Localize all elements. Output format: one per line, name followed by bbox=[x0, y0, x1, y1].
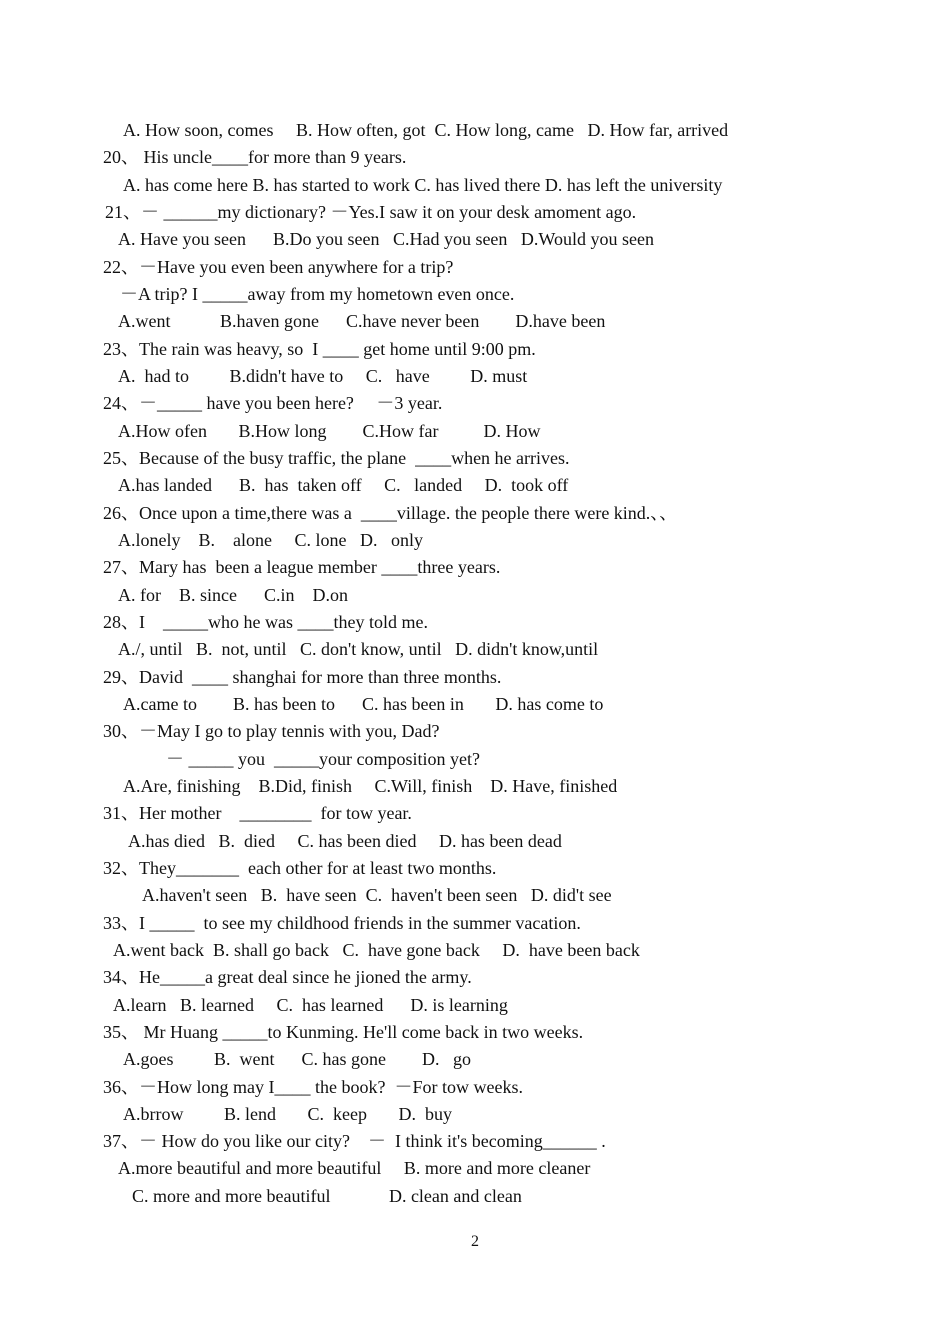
q29-question: 29、David ____ shanghai for more than three months. bbox=[103, 667, 502, 687]
q34-question: 34、He_____a great deal since he jioned the army. bbox=[103, 967, 472, 987]
q24-question: 24、－_____ have you been here? －3 year. bbox=[103, 393, 443, 413]
q34-options: A.learn B. learned C. has learned D. is learning bbox=[113, 995, 508, 1015]
q33-options: A.went back B. shall go back C. have gone back D. have been back bbox=[113, 940, 640, 960]
page-number: 2 bbox=[471, 1233, 479, 1250]
q20-question: 20、 His uncle____for more than 9 years. bbox=[103, 147, 407, 167]
q37-options-row2: C. more and more beautiful D. clean and clean bbox=[132, 1186, 522, 1206]
q35-options: A.goes B. went C. has gone D. go bbox=[123, 1049, 471, 1069]
q30-question-cont: － _____ you _____your composition yet? bbox=[166, 749, 480, 769]
q32-options: A.haven't seen B. have seen C. haven't been seen D. did't see bbox=[142, 885, 612, 905]
q29-options: A.came to B. has been to C. has been in D. has come to bbox=[123, 694, 604, 714]
q26-options: A.lonely B. alone C. lone D. only bbox=[118, 530, 423, 550]
q28-options: A./, until B. not, until C. don't know, until D. didn't know,until bbox=[118, 639, 599, 659]
q21-options: A. Have you seen B.Do you seen C.Had you seen D.Would you seen bbox=[118, 229, 654, 249]
q23-options: A. had to B.didn't have to C. have D. must bbox=[118, 366, 528, 386]
q30-options: A.Are, finishing B.Did, finish C.Will, finish D. Have, finished bbox=[123, 776, 618, 796]
q37-question: 37、－ How do you like our city? － I think it's becoming______ . bbox=[103, 1131, 606, 1151]
q32-question: 32、They_______ each other for at least two months. bbox=[103, 858, 497, 878]
q31-options: A.has died B. died C. has been died D. has been dead bbox=[128, 831, 562, 851]
q36-question: 36、－How long may I____ the book? －For tow weeks. bbox=[103, 1077, 523, 1097]
q26-question: 26、Once upon a time,there was a ____village. the people there were kind.、、 bbox=[103, 503, 678, 523]
q20-options: A. has come here B. has started to work C. has lived there D. has left the university bbox=[123, 175, 723, 195]
q21-question: 21、－ ______my dictionary? －Yes.I saw it on your desk amoment ago. bbox=[105, 202, 637, 222]
q22-options: A.went B.haven gone C.have never been D.have been bbox=[118, 311, 606, 331]
q36-options: A.brrow B. lend C. keep D. buy bbox=[123, 1104, 452, 1124]
q33-question: 33、I _____ to see my childhood friends in the summer vacation. bbox=[103, 913, 581, 933]
q27-options: A. for B. since C.in D.on bbox=[118, 585, 348, 605]
q27-question: 27、Mary has been a league member ____three years. bbox=[103, 557, 501, 577]
q23-question: 23、The rain was heavy, so I ____ get home until 9:00 pm. bbox=[103, 339, 536, 359]
q30-question: 30、－May I go to play tennis with you, Dad? bbox=[103, 721, 440, 741]
q24-options: A.How ofen B.How long C.How far D. How bbox=[118, 421, 541, 441]
q22-question-cont: －A trip? I _____away from my hometown even once. bbox=[120, 284, 515, 304]
q35-question: 35、 Mr Huang _____to Kunming. He'll come back in two weeks. bbox=[103, 1022, 584, 1042]
q37-options-row1: A.more beautiful and more beautiful B. more and more cleaner bbox=[118, 1158, 591, 1178]
q19-options: A. How soon, comes B. How often, got C. How long, came D. How far, arrived bbox=[123, 120, 729, 140]
q28-question: 28、I _____who he was ____they told me. bbox=[103, 612, 428, 632]
q25-options: A.has landed B. has taken off C. landed D. took off bbox=[118, 475, 569, 495]
q25-question: 25、Because of the busy traffic, the plane ____when he arrives. bbox=[103, 448, 570, 468]
q31-question: 31、Her mother ________ for tow year. bbox=[103, 803, 412, 823]
q22-question: 22、－Have you even been anywhere for a trip? bbox=[103, 257, 454, 277]
